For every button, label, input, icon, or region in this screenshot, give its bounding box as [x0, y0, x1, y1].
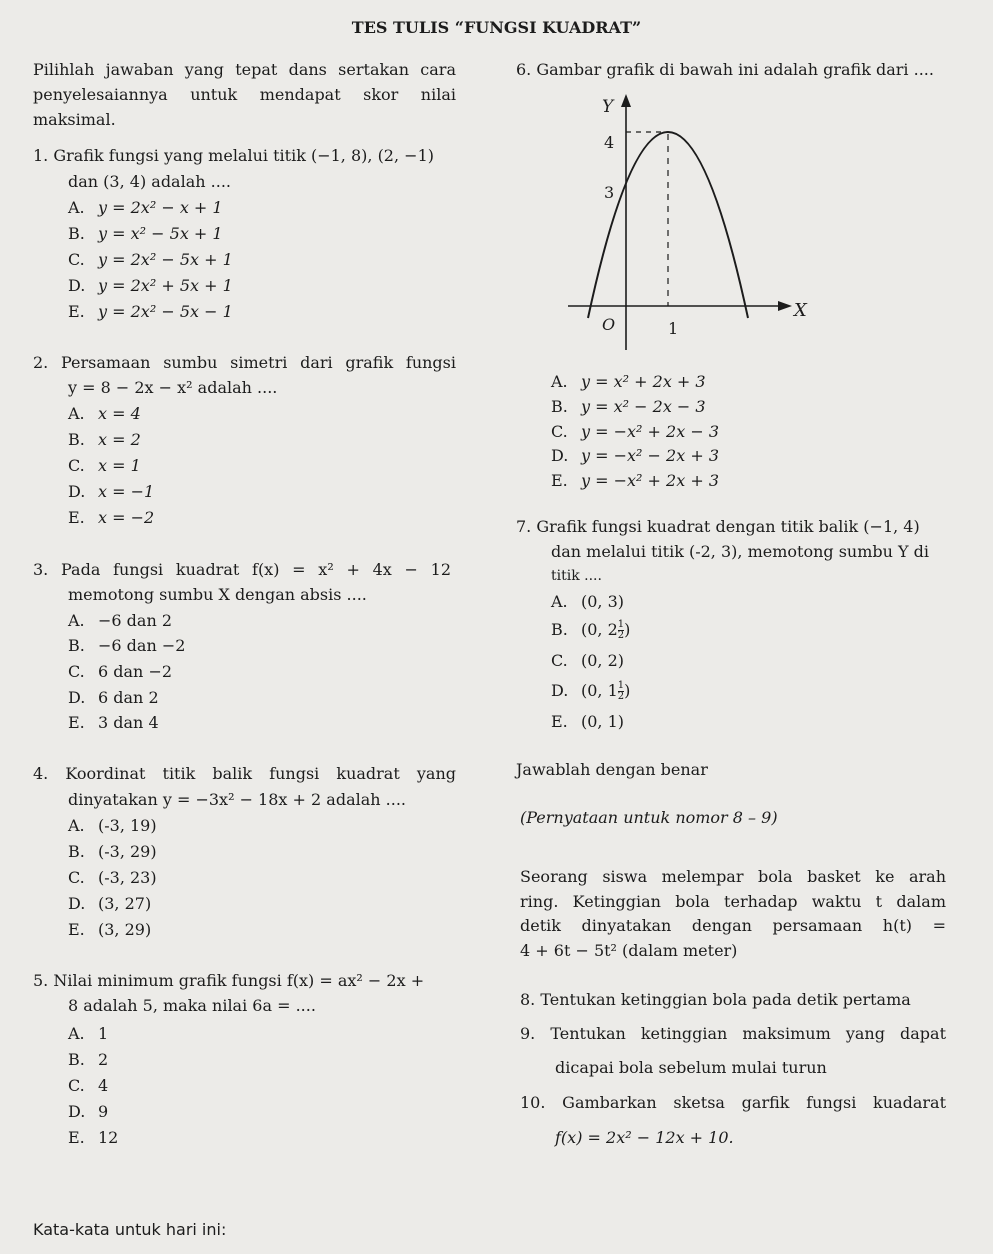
q10-line-2: f(x) = 2x² − 12x + 10. [555, 1128, 734, 1147]
q7-stem-line-1: 7. Grafik fungsi kuadrat dengan titik balik (−1, 4) [516, 517, 920, 536]
origin-label: O [602, 315, 616, 334]
essay-paragraph-line-2: ring. Ketinggian bola terhadap waktu t dalam [520, 892, 946, 911]
q2-option-c[interactable]: C. x = 1 [68, 456, 141, 475]
q5-option-a[interactable]: A. 1 [68, 1024, 109, 1043]
y-axis-arrow-icon [621, 94, 631, 107]
q6-option-d[interactable]: D. y = −x² − 2x + 3 [551, 446, 719, 465]
q7-option-a[interactable]: A. (0, 3) [551, 592, 625, 611]
q4-option-e[interactable]: E. (3, 29) [68, 920, 152, 939]
intro-line-2: penyelesaiannya untuk mendapat skor nilai [33, 85, 456, 104]
q1-option-e[interactable]: E. y = 2x² − 5x − 1 [68, 302, 233, 321]
essay-paragraph-line-1: Seorang siswa melempar bola basket ke arah [520, 867, 946, 886]
q7-option-c[interactable]: C. (0, 2) [551, 651, 625, 670]
q1-option-d[interactable]: D. y = 2x² + 5x + 1 [68, 276, 233, 295]
q10-line-1: 10. Gambarkan sketsa garfik fungsi kuadarat [520, 1093, 946, 1112]
y-axis-label: Y [602, 97, 614, 117]
q5-stem-line-1: 5. Nilai minimum grafik fungsi f(x) = ax² − 2x + [33, 971, 425, 990]
q8-text: 8. Tentukan ketinggian bola pada detik pertama [520, 990, 911, 1009]
q4-option-d[interactable]: D. (3, 27) [68, 894, 152, 913]
q4-option-b[interactable]: B. (-3, 29) [68, 842, 157, 861]
q3-stem-line-2: memotong sumbu X dengan absis .... [68, 585, 367, 604]
q2-option-a[interactable]: A. x = 4 [68, 404, 141, 423]
q6-option-e[interactable]: E. y = −x² + 2x + 3 [551, 471, 719, 490]
q4-option-a[interactable]: A. (-3, 19) [68, 816, 157, 835]
q4-stem-line-1: 4. Koordinat titik balik fungsi kuadrat yang [33, 764, 456, 783]
q6-option-b[interactable]: B. y = x² − 2x − 3 [551, 397, 706, 416]
q2-stem-line-1: 2. Persamaan sumbu simetri dari grafik fungsi [33, 353, 456, 372]
q3-option-e[interactable]: E. 3 dan 4 [68, 713, 159, 732]
q5-option-d[interactable]: D. 9 [68, 1102, 109, 1121]
q3-stem-line-1: 3. Pada fungsi kuadrat f(x) = x² + 4x − 12 [33, 560, 451, 579]
q3-option-a[interactable]: A. −6 dan 2 [68, 611, 173, 630]
fraction-half: $\frac{1}{2}$ [617, 680, 625, 702]
fraction-half: $\frac{1}{2}$ [617, 619, 625, 641]
intro-line-1: Pilihlah jawaban yang tepat dans sertakan cara [33, 60, 456, 79]
intro-line-3: maksimal. [33, 110, 116, 129]
q9-line-1: 9. Tentukan ketinggian maksimum yang dapat [520, 1024, 946, 1043]
q9-line-2: dicapai bola sebelum mulai turun [555, 1058, 827, 1077]
x-axis-arrow-icon [778, 301, 792, 311]
page-title: TES TULIS “FUNGSI KUADRAT” [351, 18, 642, 37]
q4-stem-line-2: dinyatakan y = −3x² − 18x + 2 adalah .... [68, 790, 406, 809]
tick-label-y-3: 3 [604, 183, 615, 202]
q3-option-c[interactable]: C. 6 dan −2 [68, 662, 173, 681]
q7-option-d[interactable]: D. (0, 1 $\frac{1}{2}$ ) [551, 680, 631, 702]
essay-paragraph-line-3: detik dinyatakan dengan persamaan h(t) = [520, 916, 946, 935]
q3-option-b[interactable]: B. −6 dan −2 [68, 636, 186, 655]
tick-label-y-4: 4 [604, 133, 615, 152]
q2-option-d[interactable]: D. x = −1 [68, 482, 155, 501]
q5-option-c[interactable]: C. 4 [68, 1076, 109, 1095]
essay-heading: Jawablah dengan benar [516, 760, 708, 779]
q7-option-b[interactable]: B. (0, 2 $\frac{1}{2}$ ) [551, 619, 631, 641]
q1-option-c[interactable]: C. y = 2x² − 5x + 1 [68, 250, 233, 269]
q5-stem-line-2: 8 adalah 5, maka nilai 6a = .... [68, 996, 316, 1015]
q2-stem-line-2: y = 8 − 2x − x² adalah .... [68, 378, 278, 397]
q6-option-c[interactable]: C. y = −x² + 2x − 3 [551, 422, 719, 441]
q1-option-b[interactable]: B. y = x² − 5x + 1 [68, 224, 223, 243]
q2-option-e[interactable]: E. x = −2 [68, 508, 155, 527]
q1-option-a[interactable]: A. y = 2x² − x + 1 [68, 198, 223, 217]
q6-option-a[interactable]: A. y = x² + 2x + 3 [551, 372, 706, 391]
q7-option-e[interactable]: E. (0, 1) [551, 712, 625, 731]
q4-option-c[interactable]: C. (-3, 23) [68, 868, 157, 887]
x-axis-label: X [794, 300, 807, 321]
q2-option-b[interactable]: B. x = 2 [68, 430, 141, 449]
footer-note: Kata-kata untuk hari ini: [33, 1220, 227, 1239]
q3-option-d[interactable]: D. 6 dan 2 [68, 688, 159, 707]
tick-label-x-1: 1 [668, 319, 679, 338]
essay-paragraph-line-4: 4 + 6t − 5t² (dalam meter) [520, 941, 738, 960]
essay-note: (Pernyataan untuk nomor 8 – 9) [520, 808, 778, 827]
q7-stem-line-3: titik .... [551, 568, 602, 584]
q6-stem: 6. Gambar grafik di bawah ini adalah grafik dari .... [516, 60, 934, 79]
q1-stem-line-2: dan (3, 4) adalah .... [68, 172, 231, 191]
q6-parabola-graph [540, 88, 830, 368]
q5-option-b[interactable]: B. 2 [68, 1050, 109, 1069]
q5-option-e[interactable]: E. 12 [68, 1128, 119, 1147]
q1-stem-line-1: 1. Grafik fungsi yang melalui titik (−1, 8), (2, −1) [33, 146, 434, 165]
q7-stem-line-2: dan melalui titik (-2, 3), memotong sumbu Y di [551, 542, 930, 561]
